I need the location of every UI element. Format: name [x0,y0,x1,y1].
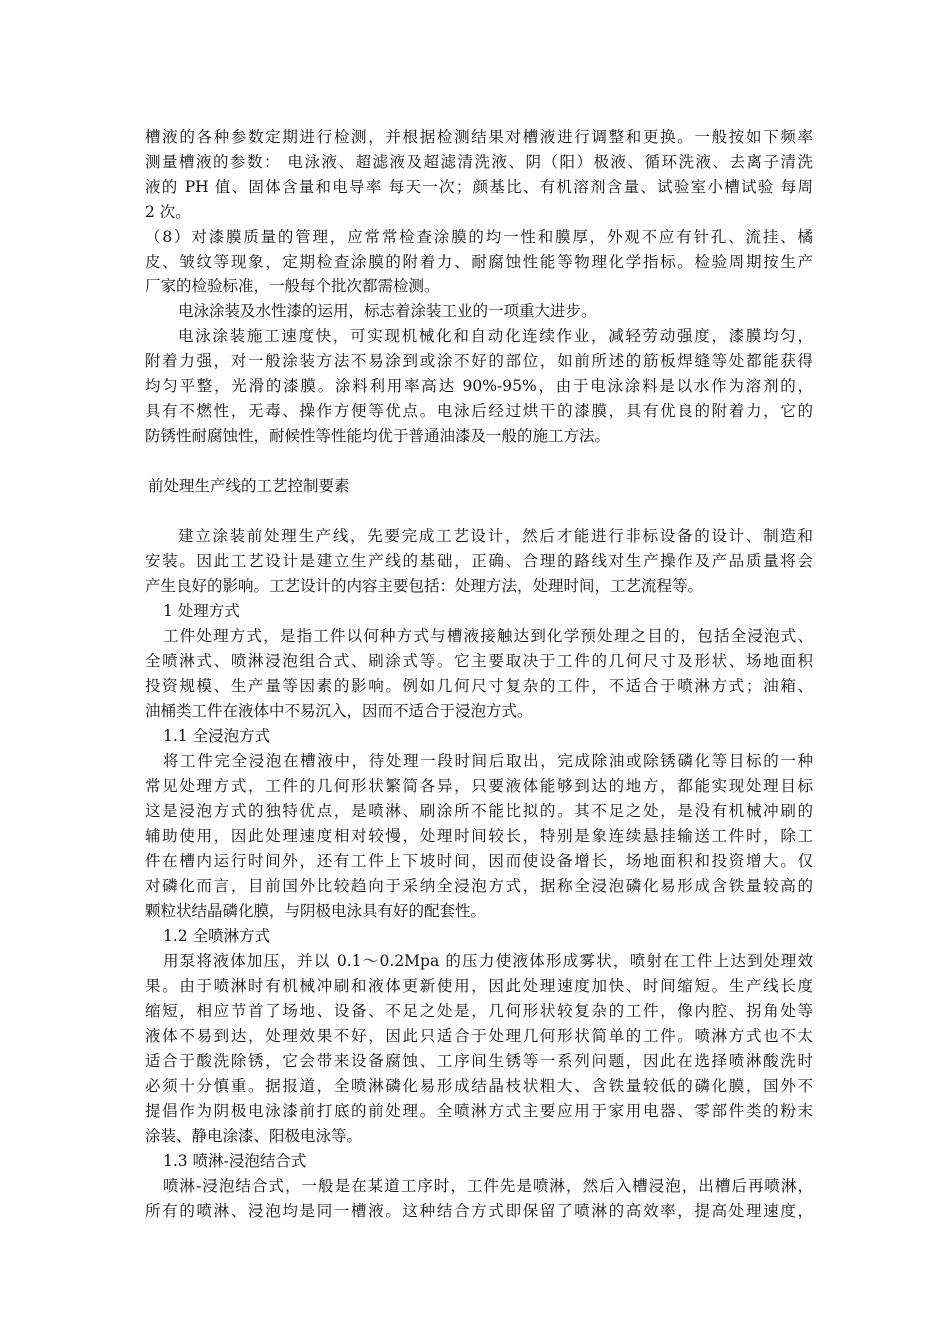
text-line: 皮、皱纹等现象，定期检查涂膜的附着力、耐腐蚀性能等物理化学指标。检验周期按生产 [145,253,813,271]
text-line: （8）对漆膜质量的管理，应常常检查涂膜的均一性和膜厚，外观不应有针孔、流挂、橘 [145,228,813,246]
section-heading: 前处理生产线的工艺控制要素 [148,477,350,495]
text-line: 油桶类工件在液体中不易沉入，因而不适合于浸泡方式。 [145,702,533,720]
text-line: 具有不燃性，无毒、操作方便等优点。电泳后经过烘干的漆膜，具有优良的附着力，它的 [145,402,813,420]
text-line: 工件处理方式，是指工件以何种方式与槽液接触达到化学预处理之目的，包括全浸泡式、 [163,627,813,645]
text-line: 均匀平整，光滑的漆膜。涂料利用率高达 90%-95%，由于电泳涂料是以水作为溶剂的， [145,377,813,395]
text-line: 适合于酸洗除锈，它会带来设备腐蚀、工序间生锈等一系列问题，因此在选择喷淋酸洗时 [145,1052,813,1070]
subheading: 1.3 喷淋-浸泡结合式 [163,1152,307,1170]
text-line: 将工件完全浸泡在槽液中，待处理一段时间后取出，完成除油或除锈磷化等目标的一种 [163,752,813,770]
text-line: 颗粒状结晶磷化膜，与阴极电泳具有好的配套性。 [145,902,487,920]
text-line: 投资规模、生产量等因素的影响。例如几何尺寸复杂的工件，不适合于喷淋方式；油箱、 [145,677,813,695]
subheading: 1.2 全喷淋方式 [163,927,271,945]
text-line: 辅助使用，因此处理速度相对较慢，处理时间较长，特别是象连续悬挂输送工件时，除工 [145,827,813,845]
text-line: 所有的喷淋、浸泡均是同一槽液。这种结合方式即保留了喷淋的高效率，提高处理速度， [145,1202,813,1220]
text-line: 附着力强，对一般涂装方法不易涂到或涂不好的部位，如前所述的筋板焊缝等处都能获得 [145,352,813,370]
text-line: 产生良好的影响。工艺设计的内容主要包括：处理方法，处理时间，工艺流程等。 [145,577,704,595]
text-line: 常见处理方式，工件的几何形状繁简各异，只要液体能够到达的地方，都能实现处理目标 [145,777,813,795]
text-line: 安装。因此工艺设计是建立生产线的基础，正确、合理的路线对生产操作及产品质量将会 [145,552,813,570]
text-line: 对磷化而言，目前国外比较趋向于采纳全浸泡方式，据称全浸泡磷化易形成含铁量较高的 [145,877,813,895]
text-line: 建立涂装前处理生产线，先要完成工艺设计，然后才能进行非标设备的设计、制造和 [178,527,813,545]
text-line: 全喷淋式、喷淋浸泡组合式、刷涂式等。它主要取决于工件的几何尺寸及形状、场地面积 [145,652,813,670]
text-line: 厂家的检验标准，一般每个批次都需检测。 [145,277,440,295]
text-line: 果。由于喷淋时有机械冲刷和液体更新使用，因此处理速度加快、时间缩短。生产线长度 [145,977,813,995]
text-line: 这是浸泡方式的独特优点，是喷淋、刷涂所不能比拟的。其不足之处，是没有机械冲刷的 [145,802,813,820]
text-line: 液的 PH 值、固体含量和电导率 每天一次；颜基比、有机溶剂含量、试验室小槽试验 每周 [145,178,813,196]
text-line: 槽液的各种参数定期进行检测，并根据检测结果对槽液进行调整和更换。一般按如下频率 [145,128,813,146]
text-line: 液体不易到达，处理效果不好，因此只适合于处理几何形状简单的工件。喷淋方式也不太 [145,1027,813,1045]
text-line: 电泳涂装及水性漆的运用，标志着涂装工业的一项重大进步。 [178,302,597,320]
text-line: 涂装、静电涂漆、阳极电泳等。 [145,1127,363,1145]
text-line: 用泵将液体加压，并以 0.1～0.2Mpa 的压力使液体形成雾状，喷射在工件上达到处理效 [163,952,813,970]
text-line: 缩短，相应节首了场地、设备、不足之处是，几何形状较复杂的工件，像内腔、拐角处等 [145,1002,813,1020]
subheading: 1.1 全浸泡方式 [163,727,271,745]
text-line: 必须十分慎重。据报道，全喷淋磷化易形成结晶枝状粗大、含铁量较低的磷化膜，国外不 [145,1077,813,1095]
text-line: 测量槽液的参数： 电泳液、超滤液及超滤清洗液、阴（阳）极液、循环洗液、去离子清洗 [145,153,813,171]
text-line: 件在槽内运行时间外，还有工件上下坡时间，因而使设备增长，场地面积和投资增大。仅 [145,852,813,870]
text-line: 喷淋-浸泡结合式，一般是在某道工序时，工件先是喷淋，然后入槽浸泡，出槽后再喷淋， [163,1177,813,1195]
subheading: 1 处理方式 [163,602,240,620]
text-line: 防锈性耐腐蚀性，耐候性等性能均优于普通油漆及一般的施工方法。 [145,427,611,445]
text-line: 2 次。 [145,203,191,221]
text-line: 电泳涂装施工速度快，可实现机械化和自动化连续作业，减轻劳动强度，漆膜均匀， [178,327,813,345]
text-line: 提倡作为阴极电泳漆前打底的前处理。全喷淋方式主要应用于家用电器、零部件类的粉末 [145,1102,813,1120]
